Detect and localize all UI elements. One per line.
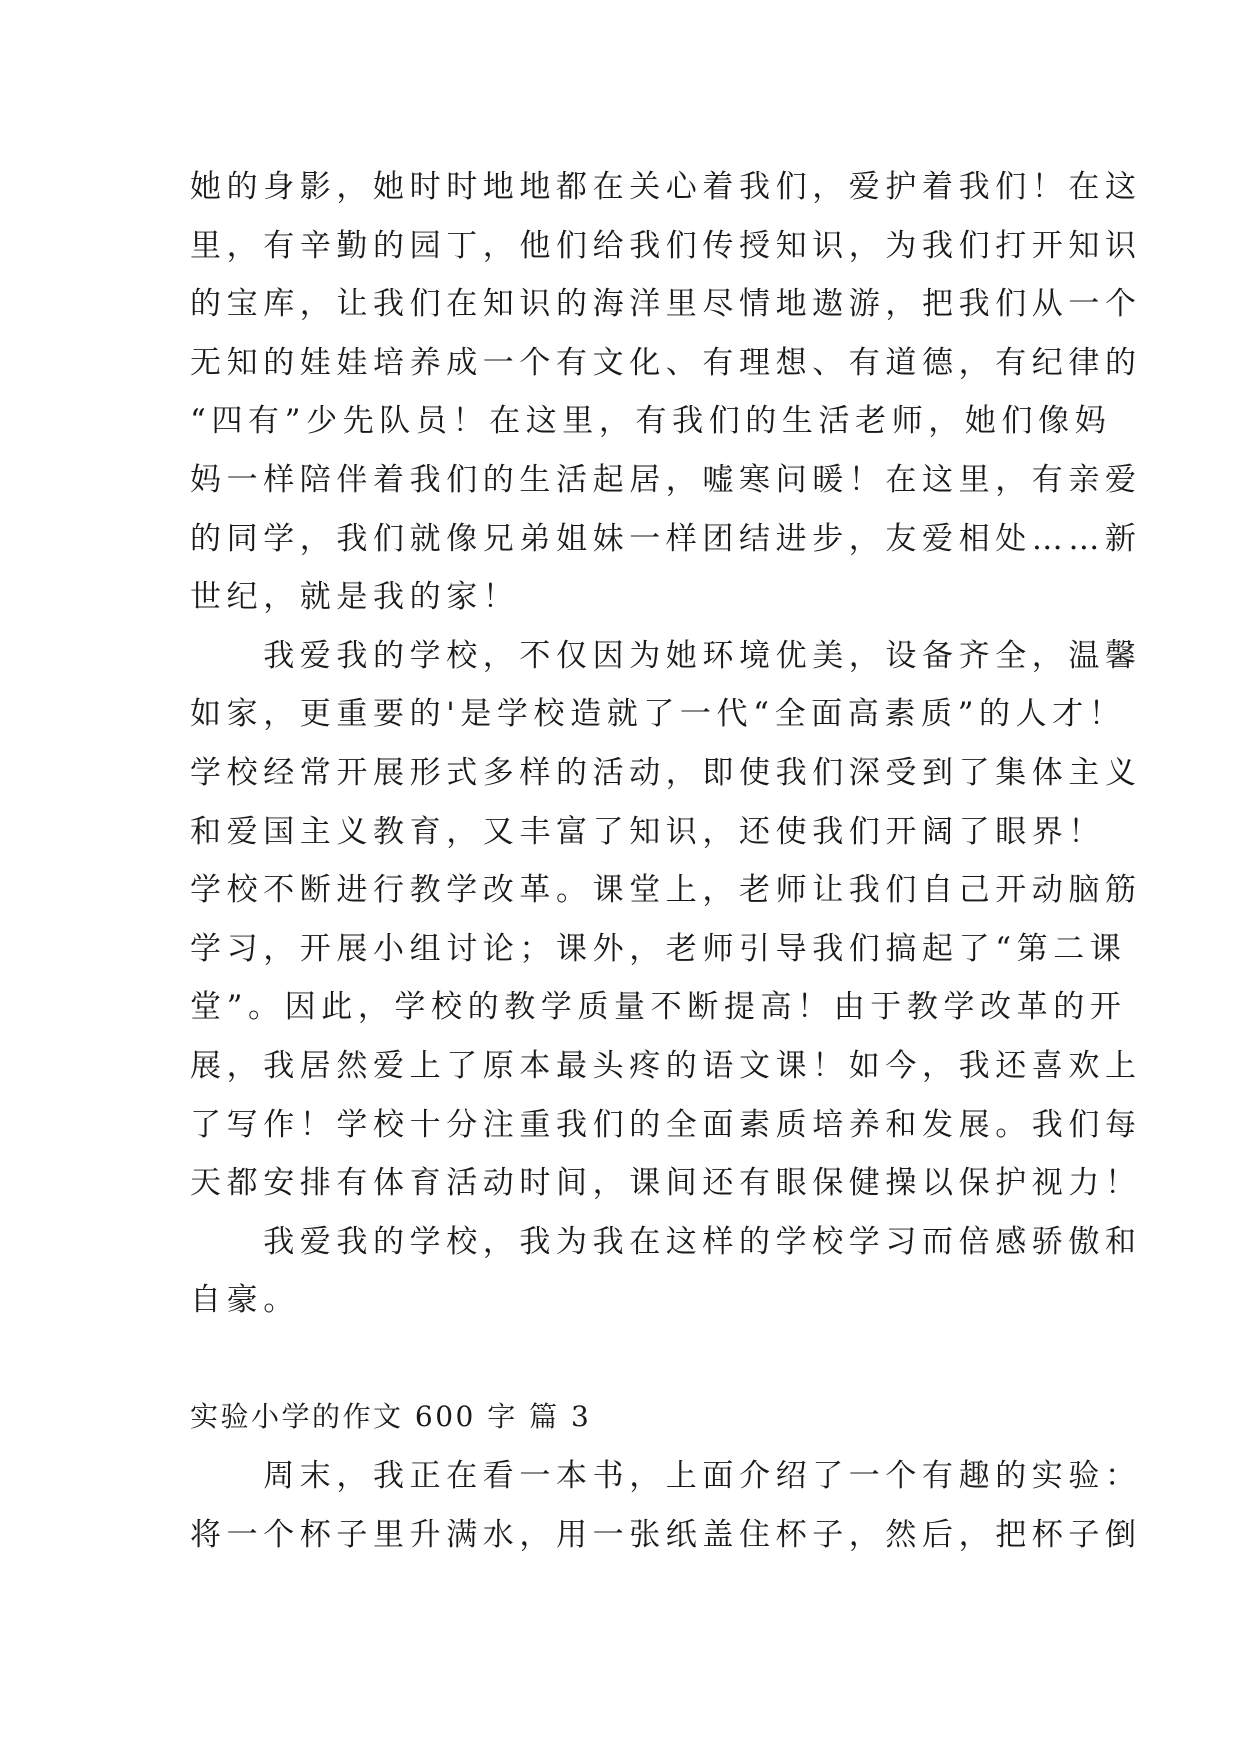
document-body: [190, 158, 1142, 1564]
text-line: “四有”少先队员！在这里，有我们的生活老师，她们像妈: [190, 403, 1112, 440]
text-line: 世纪，就是我的家！: [190, 579, 520, 616]
text-line: 展，我居然爱上了原本最头疼的语文课！如今，我还喜欢上: [190, 1047, 1142, 1084]
text-line: 我爱我的学校，我为我在这样的学校学习而倍感骄傲和: [190, 1223, 1142, 1260]
paragraph-conclusion: [190, 1213, 1142, 1330]
text-line: 堂”。因此，学校的教学质量不断提高！由于教学改革的开: [190, 989, 1127, 1026]
text-line: 学校经常开展形式多样的活动，即使我们深受到了集体主义: [190, 754, 1142, 791]
section-spacer: [190, 1330, 1070, 1389]
text-line: 将一个杯子里升满水，用一张纸盖住杯子，然后，把杯子倒: [190, 1516, 1142, 1553]
text-line: 和爱国主义教育，又丰富了知识，还使我们开阔了眼界！: [190, 813, 1105, 850]
text-line: 自豪。: [190, 1282, 300, 1319]
text-line: 学校不断进行教学改革。课堂上，老师让我们自己开动脑筋: [190, 872, 1142, 909]
text-line: 的同学，我们就像兄弟姐妹一样团结进步，友爱相处……新: [190, 520, 1142, 557]
text-line: 了写作！学校十分注重我们的全面素质培养和发展。我们每: [190, 1106, 1142, 1143]
text-line: 天都安排有体育活动时间，课间还有眼保健操以保护视力！: [190, 1165, 1142, 1202]
paragraph-continuation: [190, 158, 1142, 627]
text-line: 周末，我正在看一本书，上面介绍了一个有趣的实验：: [190, 1458, 1142, 1495]
text-line: 妈一样陪伴着我们的生活起居，嘘寒问暖！在这里，有亲爱: [190, 461, 1142, 498]
paragraph-experiment: [190, 1447, 1142, 1564]
section-heading: 实验小学的作文 600 字 篇 3: [190, 1400, 592, 1434]
text-line: 无知的娃娃培养成一个有文化、有理想、有道德，有纪律的: [190, 344, 1142, 381]
text-line: 我爱我的学校，不仅因为她环境优美，设备齐全，温馨: [190, 637, 1142, 674]
text-line: 里，有辛勤的园丁，他们给我们传授知识，为我们打开知识: [190, 227, 1142, 264]
paragraph-school-love: [190, 627, 1142, 1213]
text-line: 的宝库，让我们在知识的海洋里尽情地遨游，把我们从一个: [190, 286, 1142, 323]
text-line: 如家，更重要的'是学校造就了一代“全面高素质”的人才！: [190, 696, 1126, 733]
text-line: 她的身影，她时时地地都在关心着我们，爱护着我们！在这: [190, 169, 1142, 205]
text-line: 学习，开展小组讨论；课外，老师引导我们搞起了“第二课: [190, 930, 1127, 967]
